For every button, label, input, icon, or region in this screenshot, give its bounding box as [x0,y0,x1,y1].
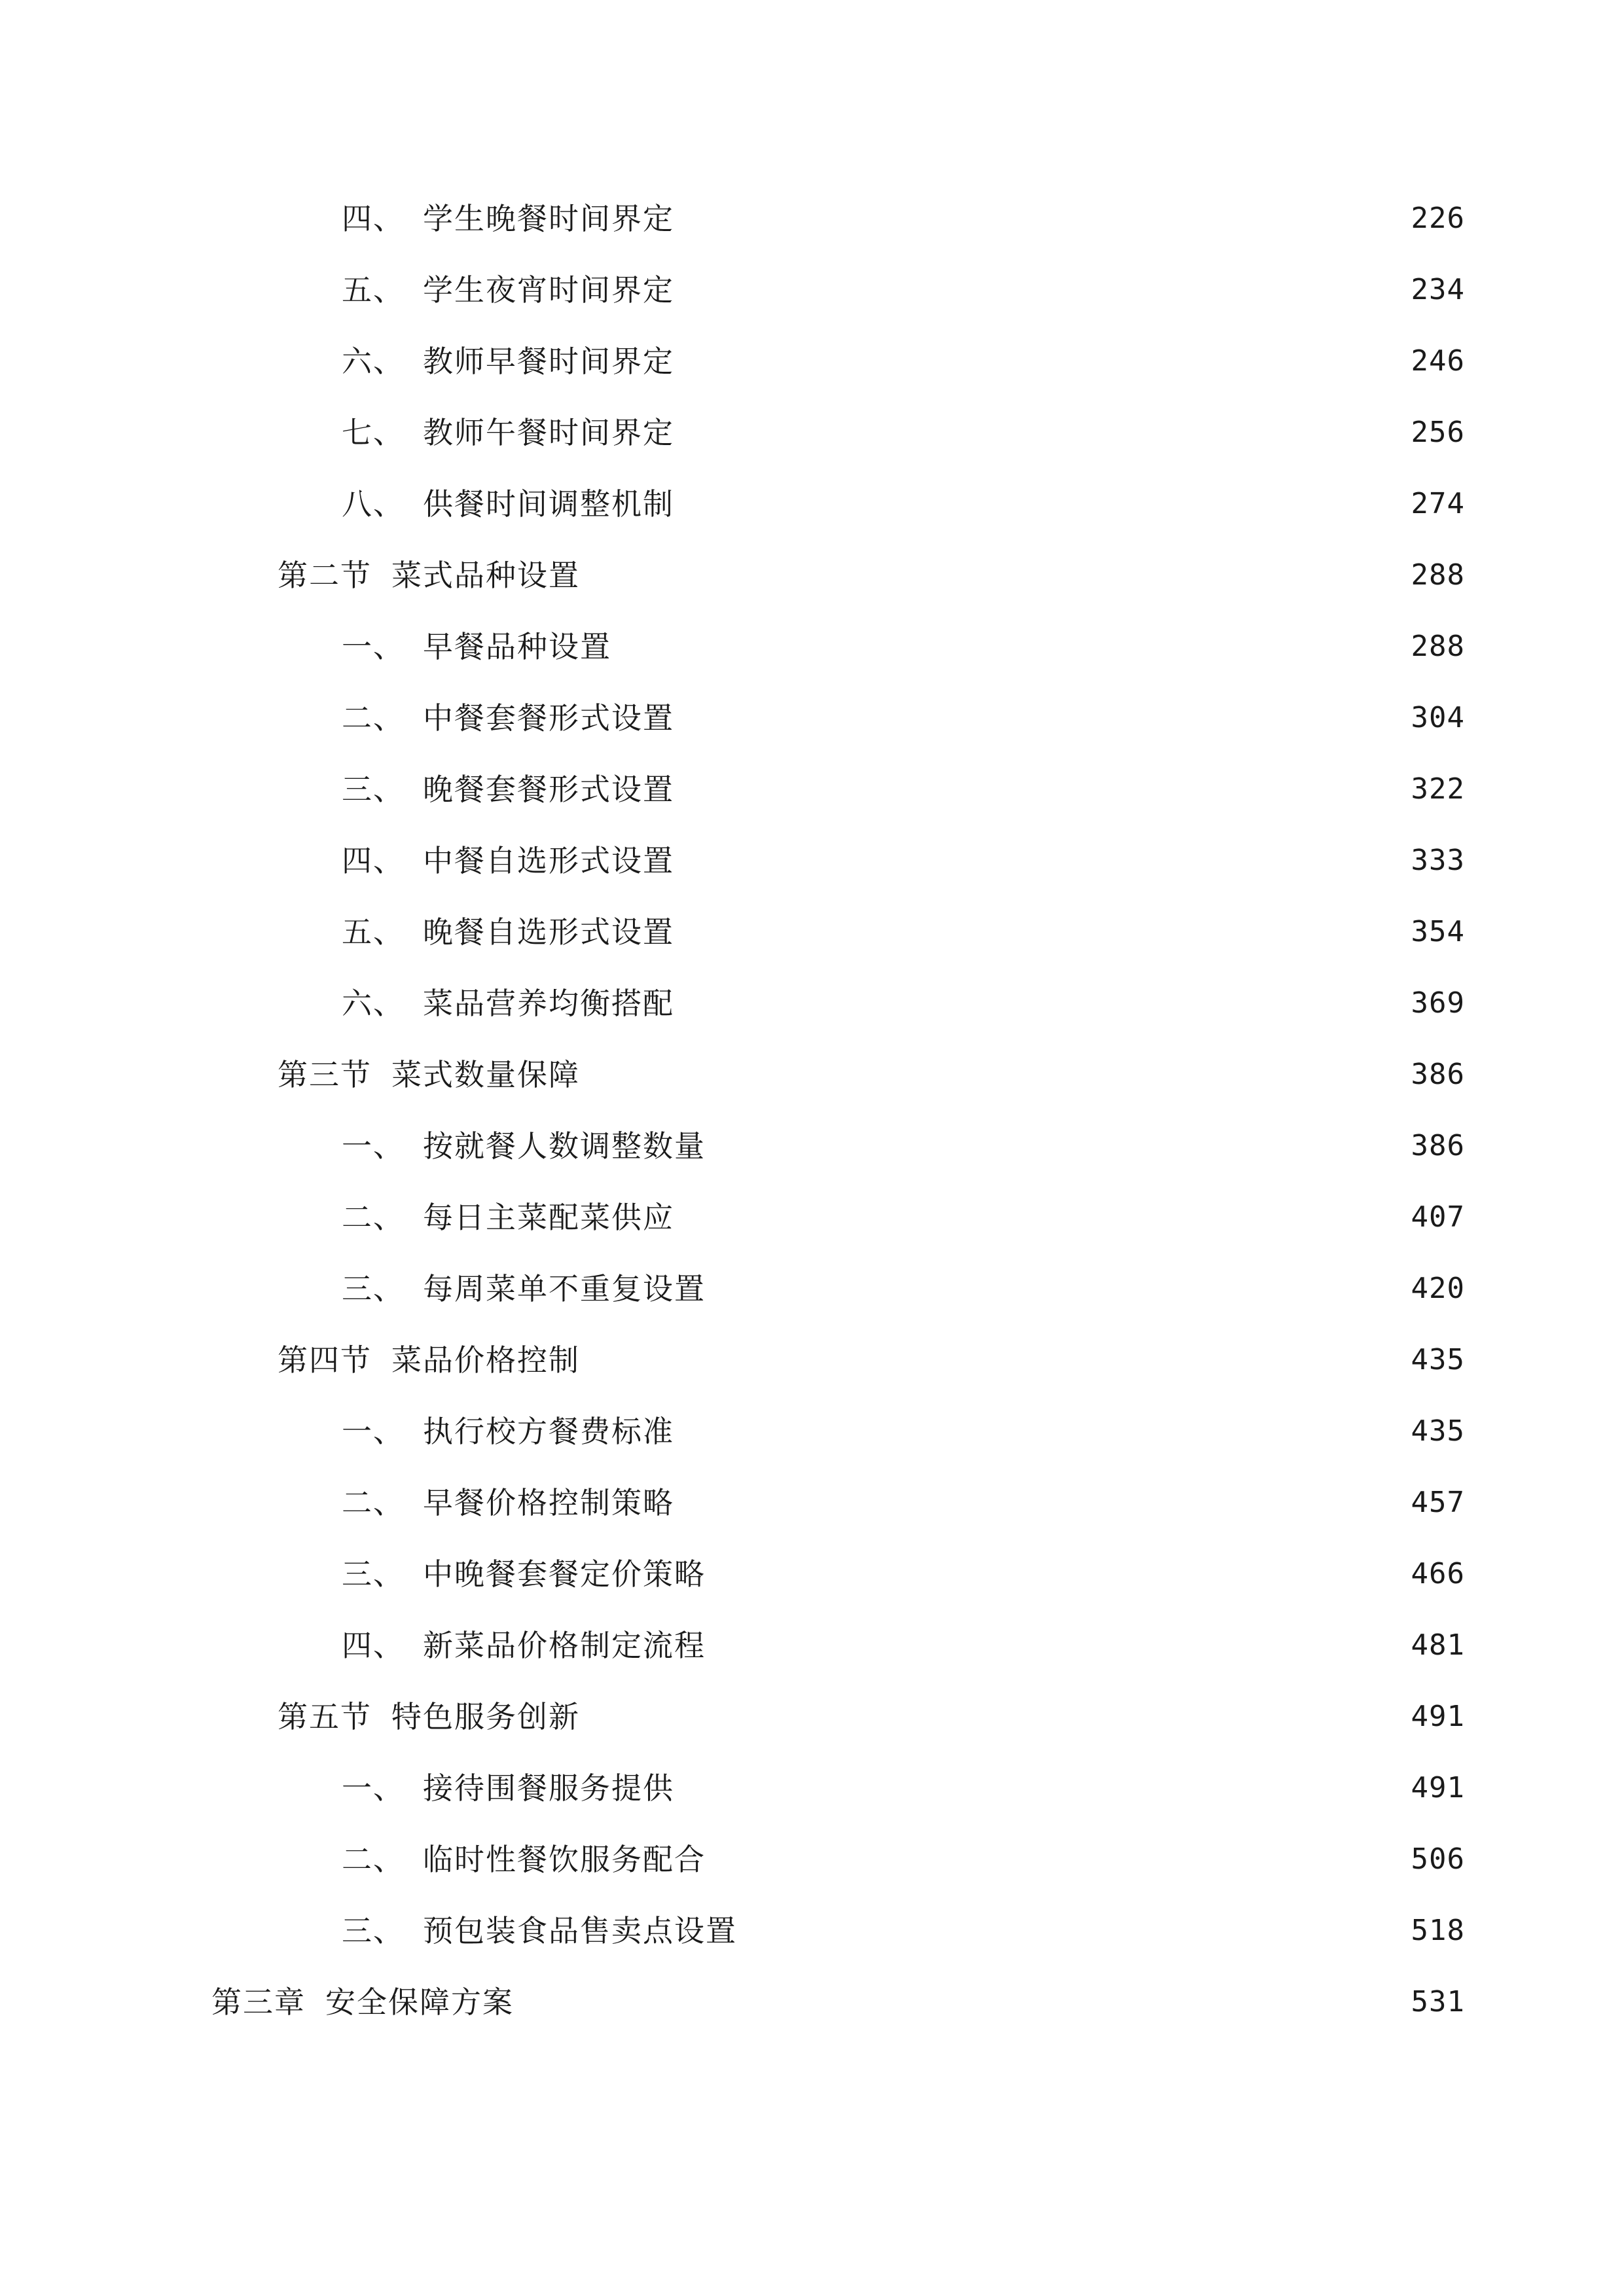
toc-entry-page: 274 [1411,487,1465,520]
toc-entry-title: 晚餐自选形式设置 [423,914,674,950]
toc-entry[interactable] [342,406,1465,459]
toc-entry-number: 五、 [342,914,405,950]
toc-entry[interactable] [342,1477,1465,1529]
toc-entry-page: 288 [1411,558,1465,592]
toc-entry-page: 246 [1411,344,1465,378]
toc-entry[interactable] [342,906,1465,958]
toc-entry-title: 新菜品价格制定流程 [423,1628,706,1663]
toc-entry-title: 预包装食品售卖点设置 [423,1913,737,1948]
dot-leader [683,977,1398,1030]
toc-entry-number: 八、 [342,486,405,522]
toc-entry-title: 晚餐套餐形式设置 [423,772,674,807]
toc-entry-title: 接待围餐服务提供 [423,1770,674,1806]
toc-entry-page: 466 [1411,1557,1465,1590]
toc-entry-title: 中晚餐套餐定价策略 [423,1556,706,1592]
toc-entry-number: 一、 [342,629,405,664]
toc-entry-number: 六、 [342,344,405,379]
toc-entry-number: 第四节 [278,1342,372,1378]
dot-leader [683,1762,1398,1814]
toc-entry[interactable] [342,834,1465,887]
dot-leader [683,335,1398,387]
toc-entry-number: 四、 [342,1628,405,1663]
toc-entry-number: 四、 [342,201,405,236]
toc-entry-title: 每周菜单不重复设置 [423,1271,706,1306]
toc-entry-title: 临时性餐饮服务配合 [423,1842,706,1877]
toc-entry-page: 481 [1411,1628,1465,1662]
toc-entry[interactable] [342,1263,1465,1315]
dot-leader [715,1263,1398,1315]
toc-entry[interactable] [342,1762,1465,1814]
dot-leader [715,1833,1398,1886]
toc-entry-title: 学生夜宵时间界定 [423,272,674,308]
toc-entry-title: 菜品营养均衡搭配 [423,986,674,1021]
toc-entry-title: 按就餐人数调整数量 [423,1128,706,1164]
toc-entry-page: 435 [1411,1343,1465,1376]
toc-entry[interactable] [342,1619,1465,1672]
toc-entry-title: 学生晚餐时间界定 [423,201,674,236]
toc-entry-title: 安全保障方案 [325,1984,514,2020]
toc-entry-page: 322 [1411,772,1465,806]
toc-entry-number: 三、 [342,1271,405,1306]
toc-entry[interactable] [342,478,1465,530]
dot-leader [523,1976,1398,2028]
toc-entry-title: 特色服务创新 [391,1699,580,1734]
toc-entry-page: 304 [1411,701,1465,734]
toc-entry-number: 二、 [342,1842,405,1877]
dot-leader [683,692,1398,744]
dot-leader [589,1691,1398,1743]
toc-section-entry[interactable] [278,1049,1465,1101]
toc-entry-number: 六、 [342,986,405,1021]
dot-leader [683,1191,1398,1244]
dot-leader [683,406,1398,459]
toc-section-entry[interactable] [278,1691,1465,1743]
dot-leader [715,1120,1398,1172]
dot-leader [683,906,1398,958]
toc-entry-title: 中餐自选形式设置 [423,843,674,878]
toc-entry-number: 二、 [342,1200,405,1235]
toc-entry-page: 256 [1411,416,1465,449]
toc-entry-title: 菜式品种设置 [391,558,580,593]
toc-entry-number: 第二节 [278,558,372,593]
toc-entry-number: 第三节 [278,1057,372,1092]
toc-entry-page: 407 [1411,1200,1465,1234]
toc-chapter-entry[interactable] [211,1976,1465,2028]
toc-entry-page: 234 [1411,273,1465,306]
toc-entry[interactable] [342,1191,1465,1244]
toc-entry[interactable] [342,192,1465,245]
toc-entry-page: 491 [1411,1771,1465,1804]
dot-leader [715,1619,1398,1672]
toc-entry[interactable] [342,264,1465,316]
toc-entry[interactable] [342,620,1465,673]
toc-entry[interactable] [342,1548,1465,1600]
dot-leader [683,834,1398,887]
toc-entry-number: 四、 [342,843,405,878]
toc-entry[interactable] [342,692,1465,744]
toc-entry-number: 三、 [342,1913,405,1948]
toc-entry[interactable] [342,1905,1465,1957]
dot-leader [746,1905,1398,1957]
toc-entry-number: 三、 [342,772,405,807]
toc-entry[interactable] [342,763,1465,816]
toc-entry[interactable] [342,1833,1465,1886]
toc-entry-number: 五、 [342,272,405,308]
toc-entry-number: 第三章 [211,1984,306,2020]
dot-leader [589,549,1398,601]
toc-entry-title: 早餐品种设置 [423,629,611,664]
toc-entry-title: 中餐套餐形式设置 [423,700,674,736]
toc-entry-number: 二、 [342,1485,405,1520]
toc-entry-page: 531 [1411,1985,1465,2018]
toc-entry-title: 教师午餐时间界定 [423,415,674,450]
toc-entry-page: 226 [1411,202,1465,235]
toc-entry-number: 七、 [342,415,405,450]
toc-entry-page: 420 [1411,1272,1465,1305]
dot-leader [621,620,1398,673]
dot-leader [589,1334,1398,1386]
toc-entry-number: 一、 [342,1128,405,1164]
toc-entry-page: 288 [1411,630,1465,663]
dot-leader [683,192,1398,245]
toc-entry[interactable] [342,1405,1465,1458]
toc-entry-page: 435 [1411,1414,1465,1448]
toc-entry-page: 518 [1411,1914,1465,1947]
toc-entry-number: 第五节 [278,1699,372,1734]
toc-entry[interactable] [342,335,1465,387]
toc-entry-title: 执行校方餐费标准 [423,1414,674,1449]
toc-entry-page: 386 [1411,1058,1465,1091]
toc-entry-title: 供餐时间调整机制 [423,486,674,522]
dot-leader [683,478,1398,530]
toc-entry-page: 369 [1411,986,1465,1020]
toc-entry-page: 457 [1411,1486,1465,1519]
dot-leader [683,264,1398,316]
toc-entry-number: 一、 [342,1414,405,1449]
dot-leader [589,1049,1398,1101]
toc-entry-page: 333 [1411,844,1465,877]
toc-entry-title: 菜式数量保障 [391,1057,580,1092]
toc-section-entry[interactable] [278,549,1465,601]
toc-entry-number: 二、 [342,700,405,736]
dot-leader [683,763,1398,816]
toc-entry-number: 一、 [342,1770,405,1806]
toc-entry[interactable] [342,977,1465,1030]
toc-entry[interactable] [342,1120,1465,1172]
toc-entry-page: 354 [1411,915,1465,948]
dot-leader [683,1405,1398,1458]
dot-leader [683,1477,1398,1529]
toc-entry-title: 每日主菜配菜供应 [423,1200,674,1235]
toc-entry-title: 早餐价格控制策略 [423,1485,674,1520]
toc-entry-number: 三、 [342,1556,405,1592]
toc-entry-title: 教师早餐时间界定 [423,344,674,379]
toc-entry-page: 506 [1411,1842,1465,1876]
toc-section-entry[interactable] [278,1334,1465,1386]
dot-leader [715,1548,1398,1600]
toc-entry-title: 菜品价格控制 [391,1342,580,1378]
toc-entry-page: 491 [1411,1700,1465,1733]
toc-entry-page: 386 [1411,1129,1465,1162]
